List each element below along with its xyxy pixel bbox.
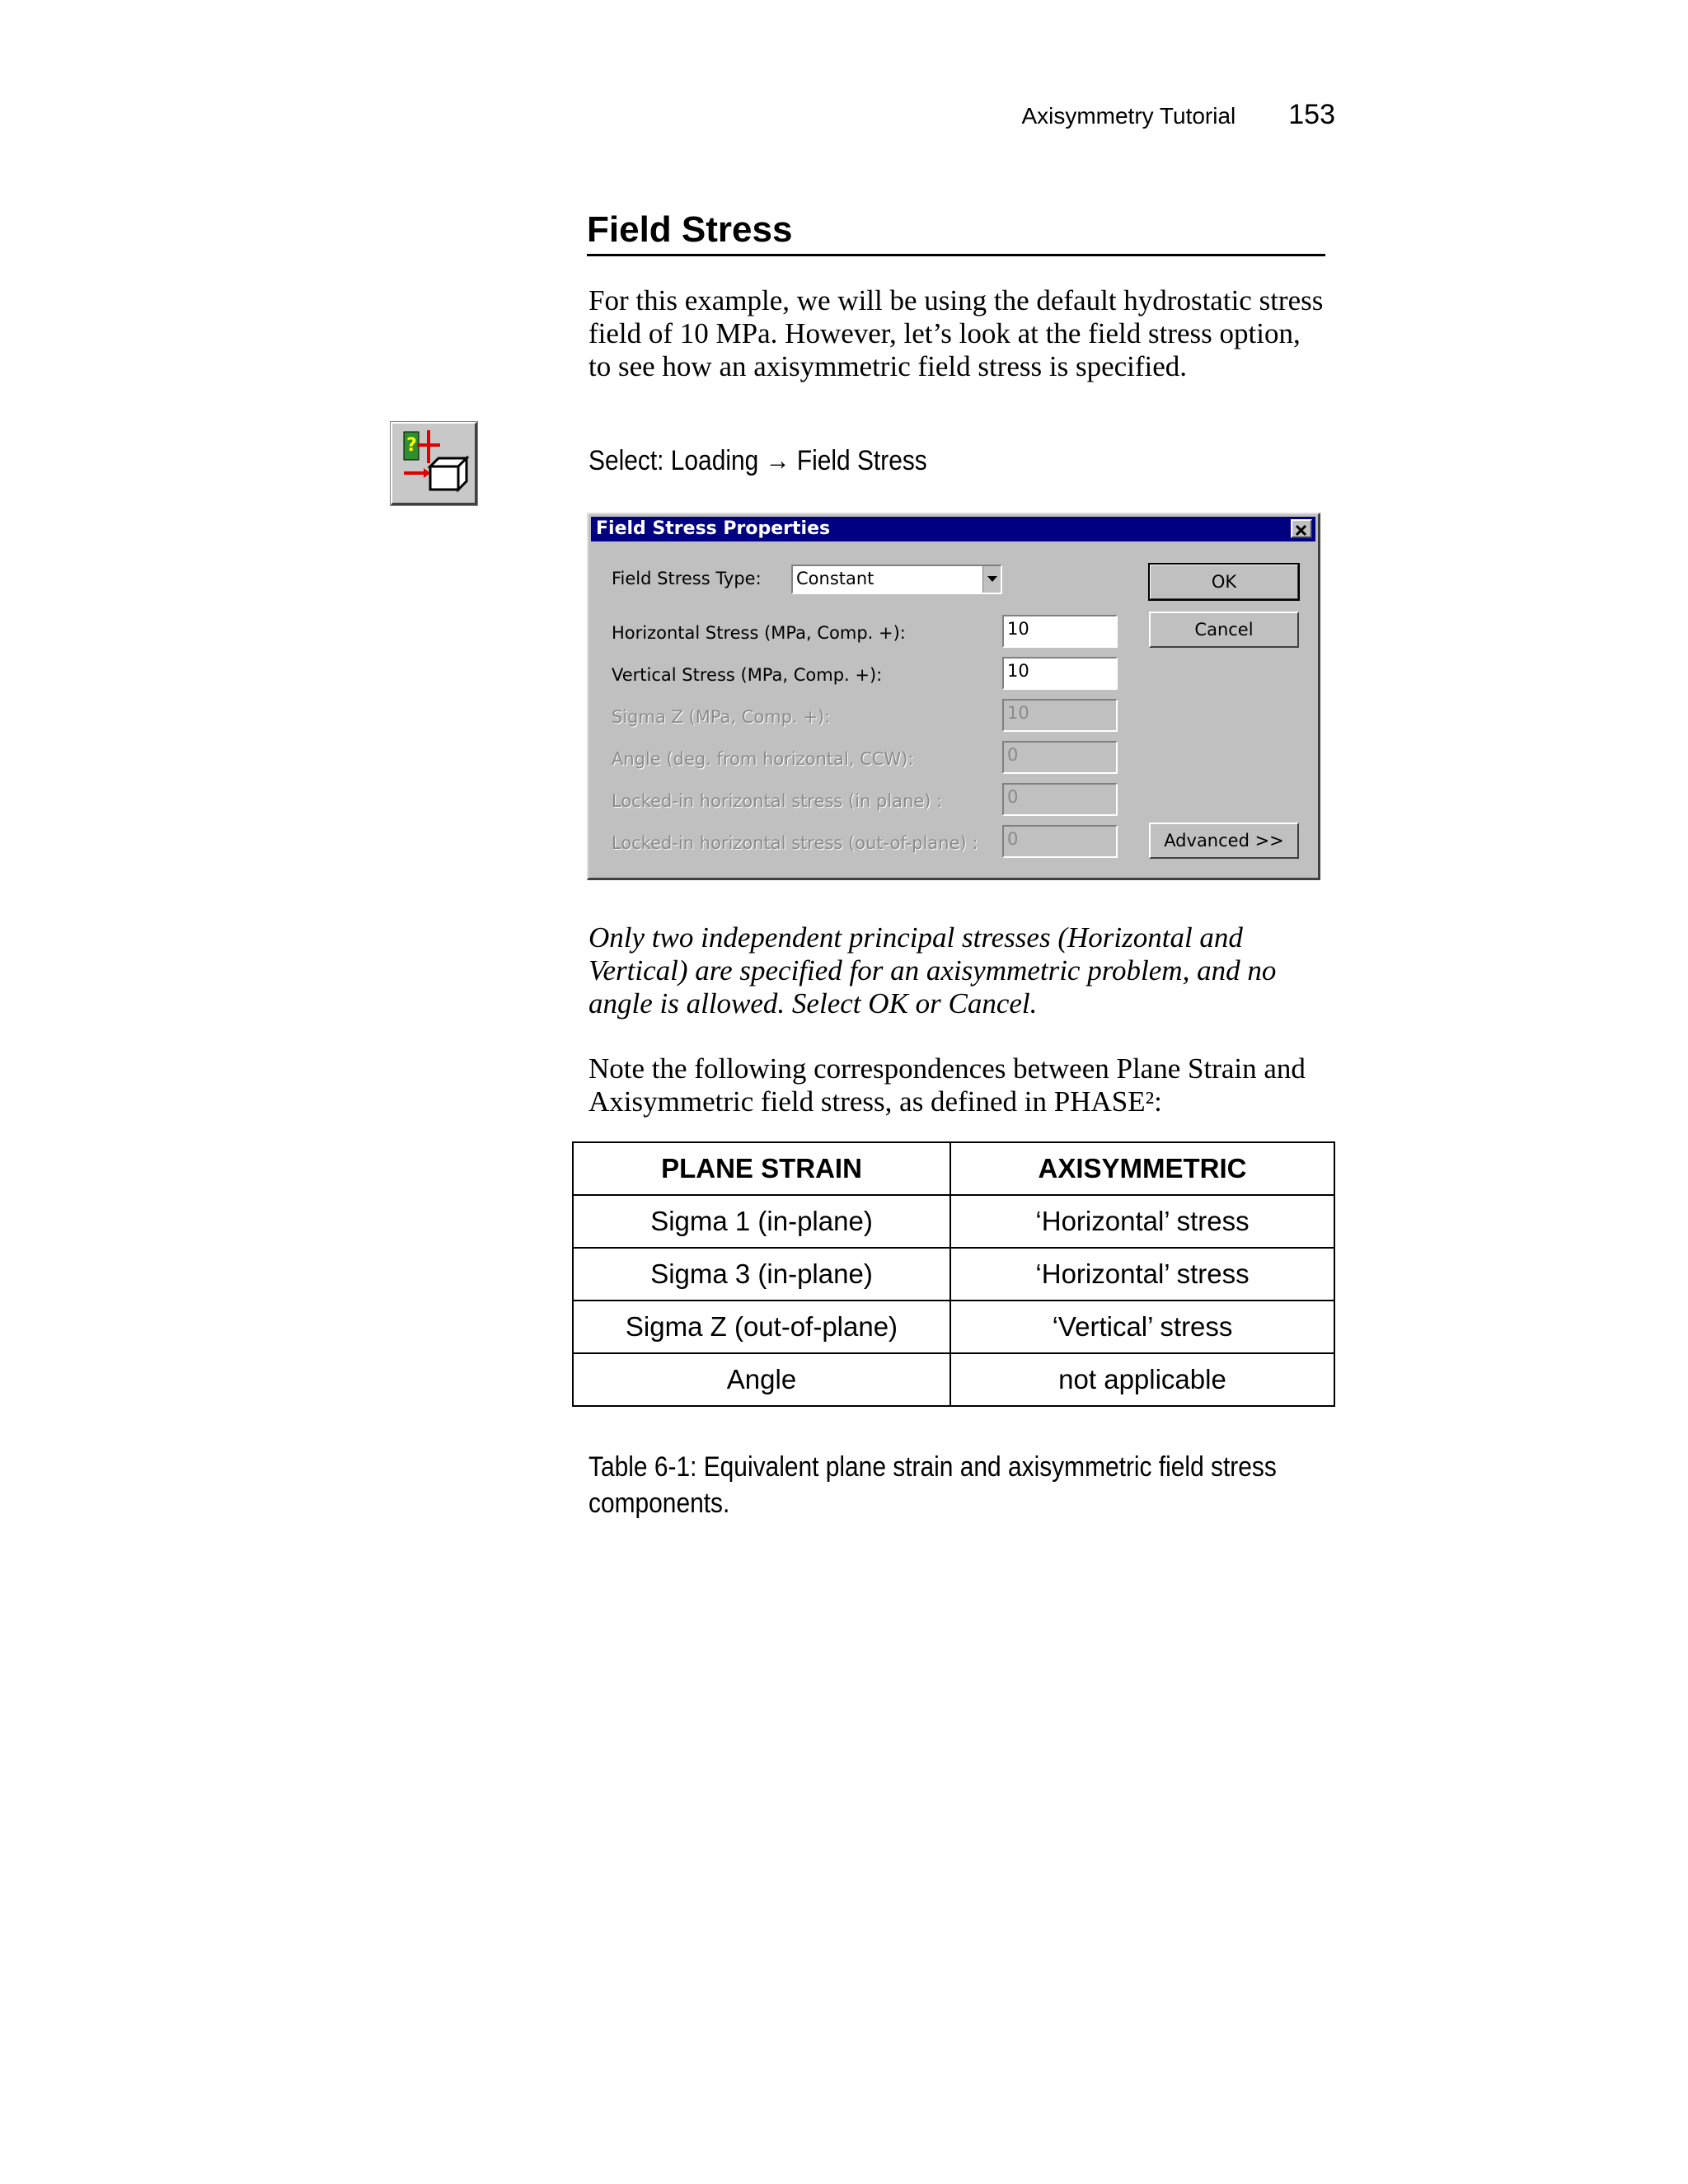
locked-in-in-plane-input[interactable]: 0	[1002, 783, 1118, 816]
table-cell: Sigma 1 (in-plane)	[573, 1195, 950, 1248]
advanced-button[interactable]: Advanced >>	[1149, 823, 1299, 859]
table-cell: ‘Horizontal’ stress	[950, 1248, 1334, 1301]
table-header-cell: PLANE STRAIN	[573, 1142, 950, 1195]
table-cell: Sigma Z (out-of-plane)	[573, 1301, 950, 1353]
locked-in-out-of-plane-label: Locked-in horizontal stress (out-of-plane) :	[612, 833, 978, 853]
table-row	[573, 1301, 1334, 1353]
section-heading: Field Stress	[587, 209, 1325, 256]
angle-input[interactable]: 0	[1002, 741, 1118, 774]
locked-in-out-of-plane-input[interactable]: 0	[1002, 825, 1118, 858]
ok-button[interactable]: OK	[1149, 564, 1299, 600]
correspondence-note: Note the following correspondences between Plane Strain and Axisymmetric field stress, as defined in PHASE²:	[588, 1052, 1306, 1118]
table-cell: ‘Vertical’ stress	[950, 1301, 1334, 1353]
field-stress-type-value: Constant	[796, 569, 874, 588]
running-header	[0, 99, 1335, 131]
table-row	[573, 1353, 1334, 1406]
locked-in-in-plane-label: Locked-in horizontal stress (in plane) :	[612, 791, 943, 811]
table-header-cell: AXISYMMETRIC	[950, 1142, 1334, 1195]
vertical-stress-label: Vertical Stress (MPa, Comp. +):	[612, 665, 883, 685]
intro-paragraph: For this example, we will be using the default hydrostatic stress field of 10 MPa. However, let’s look at the field stress option, to see how an axisymmetric field stress is specified.	[588, 284, 1324, 382]
field-stress-type-select[interactable]	[791, 565, 1002, 594]
field-stress-type-label: Field Stress Type:	[612, 569, 762, 588]
table-caption: Table 6-1: Equivalent plane strain and axisymmetric field stress components.	[588, 1451, 1277, 1519]
table-cell: Sigma 3 (in-plane)	[573, 1248, 950, 1301]
dialog-title: Field Stress Properties	[596, 518, 831, 539]
horizontal-stress-label: Horizontal Stress (MPa, Comp. +):	[612, 623, 906, 643]
field-stress-dialog	[587, 513, 1320, 880]
close-button[interactable]	[1291, 519, 1312, 538]
table-header-row	[573, 1142, 1334, 1195]
sigma-z-input[interactable]: 10	[1002, 699, 1118, 732]
dialog-titlebar	[591, 517, 1315, 541]
axisymmetric-note: Only two independent principal stresses (Horizontal and Vertical) are specified for an axisymmetric problem, and no angle is allowed. Select OK or Cancel.	[588, 921, 1277, 1019]
table-cell: ‘Horizontal’ stress	[950, 1195, 1334, 1248]
svg-text:?: ?	[406, 435, 417, 456]
cancel-button[interactable]: Cancel	[1149, 612, 1299, 648]
close-icon	[1292, 523, 1311, 538]
correspondence-table	[572, 1141, 1335, 1407]
table-row	[573, 1195, 1334, 1248]
running-title: Axisymmetry Tutorial	[1021, 103, 1236, 129]
chevron-down-icon[interactable]	[982, 566, 1001, 593]
select-instruction: Select: Loading → Field Stress	[588, 445, 927, 476]
field-stress-tool-icon[interactable]	[391, 422, 477, 505]
sigma-z-label: Sigma Z (MPa, Comp. +):	[612, 707, 831, 727]
page-number: 153	[1288, 99, 1335, 130]
angle-label: Angle (deg. from horizontal, CCW):	[612, 749, 914, 769]
table-row	[573, 1248, 1334, 1301]
table-cell: Angle	[573, 1353, 950, 1406]
table-cell: not applicable	[950, 1353, 1334, 1406]
horizontal-stress-input[interactable]: 10	[1002, 615, 1118, 648]
vertical-stress-input[interactable]: 10	[1002, 657, 1118, 690]
